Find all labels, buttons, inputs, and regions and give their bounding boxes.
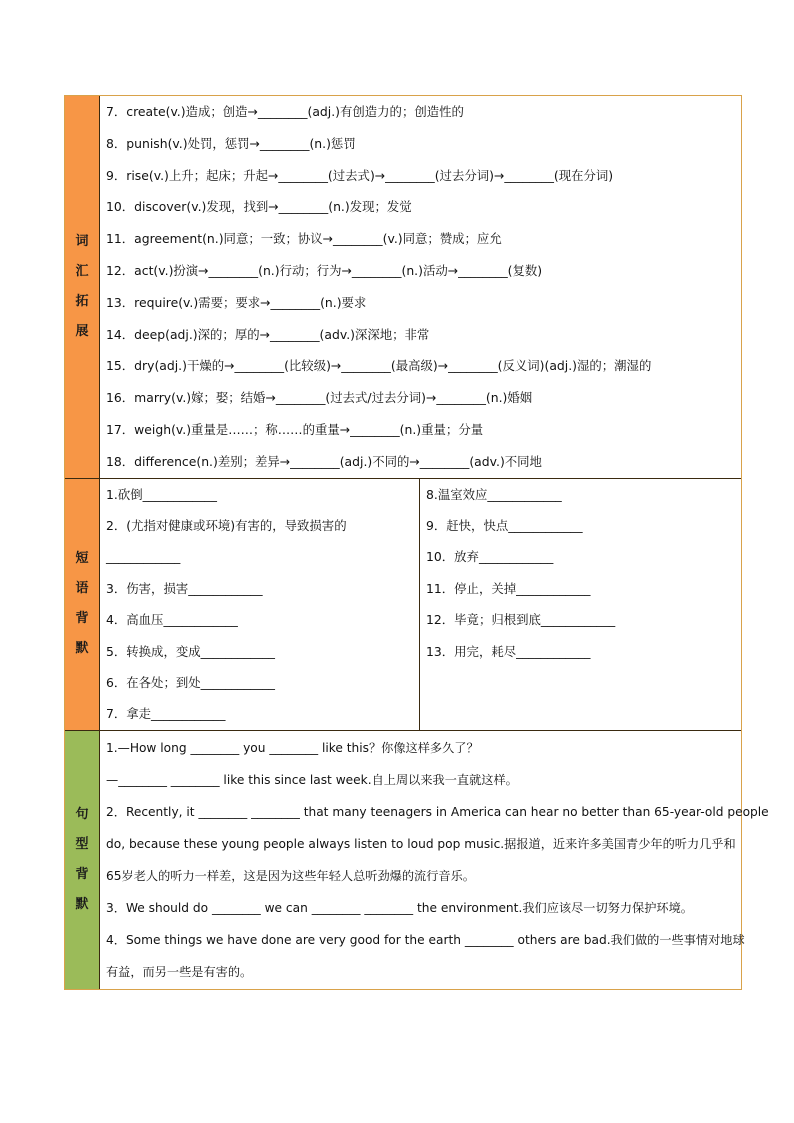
phrases-side-label (65, 479, 100, 730)
phrases-columns (100, 479, 741, 730)
side-char: 背 (75, 611, 89, 627)
phrase-item: 5．转换成，变成____________ (106, 643, 275, 659)
sentence-line: 有益，而另一些是有害的。 (106, 964, 253, 979)
side-char: 型 (75, 836, 89, 852)
vocab-items (100, 96, 741, 478)
vocab-item: 13．require(v.)需要；要求→________(n.)要求 (106, 294, 367, 310)
vocab-item: 14．deep(adj.)深的；厚的→________(adv.)深深地；非常 (106, 326, 430, 342)
vocab-item: 10．discover(v.)发现，找到→________(n.)发现；发觉 (106, 199, 412, 215)
phrases-left-column (100, 479, 420, 730)
sentence-line: 3．We should do ________ we can ________ ________ the environment.我们应该尽一切努力保护环境。 (106, 900, 693, 915)
phrases-right-column (420, 479, 741, 730)
phrase-item: 12．毕竟；归根到底____________ (426, 612, 616, 628)
sentence-line: —________ ________ like this since last week.自上周以来我一直就这样。 (106, 772, 518, 787)
vocab-item: 11．agreement(n.)同意；一致；协议→________(v.)同意；赞成；应允 (106, 231, 502, 247)
side-char: 句 (75, 806, 89, 822)
side-char: 展 (75, 323, 89, 339)
sentences-side-label (65, 731, 100, 989)
vocab-item: 7．create(v.)造成；创造→________(adj.)有创造力的；创造性的 (106, 104, 464, 119)
vocab-item: 16．marry(v.)嫁；娶；结婚→________(过去式/过去分词)→________(n.)婚姻 (106, 390, 533, 406)
phrase-item: 7．拿走____________ (106, 706, 226, 722)
phrase-item: 13．用完，耗尽____________ (426, 643, 591, 659)
worksheet-table (64, 95, 769, 990)
sentence-items (100, 731, 775, 989)
phrase-item: 9．赶快，快点____________ (426, 517, 583, 533)
side-char: 短 (75, 551, 89, 567)
side-char: 拓 (75, 293, 89, 309)
phrase-item: 8.温室效应____________ (426, 486, 562, 502)
phrase-item: 3．伤害，损害____________ (106, 580, 263, 596)
sentence-line: 4．Some things we have done are very good for the earth ________ others are bad.我们做的一些事情对地球 (106, 932, 745, 947)
vocab-item: 17．weigh(v.)重量是……；称……的重量→________(n.)重量；分量 (106, 421, 484, 437)
vocab-item: 12．act(v.)扮演→________(n.)行动；行为→________(n.)活动→________(复数) (106, 262, 543, 278)
vocab-side-label (65, 96, 100, 478)
phrase-item: 10．放弃____________ (426, 549, 554, 565)
phrase-item: 4．高血压____________ (106, 612, 238, 628)
phrase-item: ____________ (106, 549, 181, 565)
side-char: 背 (75, 866, 89, 882)
sentences-section (65, 730, 769, 989)
vocab-item: 8．punish(v.)处罚，惩罚→________(n.)惩罚 (106, 135, 356, 151)
side-char: 语 (75, 581, 89, 597)
vocab-item: 9．rise(v.)上升；起床；升起→________(过去式)→________(过去分词)→________(现在分词) (106, 167, 614, 183)
side-char: 词 (75, 233, 89, 249)
phrase-item: 6．在各处；到处____________ (106, 674, 275, 690)
sentence-line: 1.—How long ________ you ________ like this？你像这样多久了？ (106, 740, 479, 755)
sentence-line: do, because these young people always listen to loud pop music.据报道，近来许多美国青少年的听力几乎和 (106, 836, 736, 851)
vocab-item: 15．dry(adj.)干燥的→________(比较级)→________(最高级)→________(反义词)(adj.)湿的；潮湿的 (106, 358, 652, 374)
phrases-section (65, 478, 741, 730)
phrase-item: 2．(尤指对健康或环境)有害的，导致损害的 (106, 517, 347, 533)
phrase-item: 1.砍倒____________ (106, 486, 217, 502)
sentence-line: 2．Recently, it ________ ________ that many teenagers in America can hear no better than 65-year-old people (106, 804, 769, 819)
vocab-section (65, 96, 741, 478)
side-char: 默 (75, 896, 89, 912)
phrase-item: 11．停止，关掉____________ (426, 580, 591, 596)
side-char: 默 (75, 641, 89, 657)
side-char: 汇 (75, 263, 89, 279)
sentence-line: 65岁老人的听力一样差，这是因为这些年轻人总听劲爆的流行音乐。 (106, 868, 475, 883)
vocab-item: 18．difference(n.)差别；差异→________(adj.)不同的→________(adv.)不同地 (106, 453, 542, 469)
